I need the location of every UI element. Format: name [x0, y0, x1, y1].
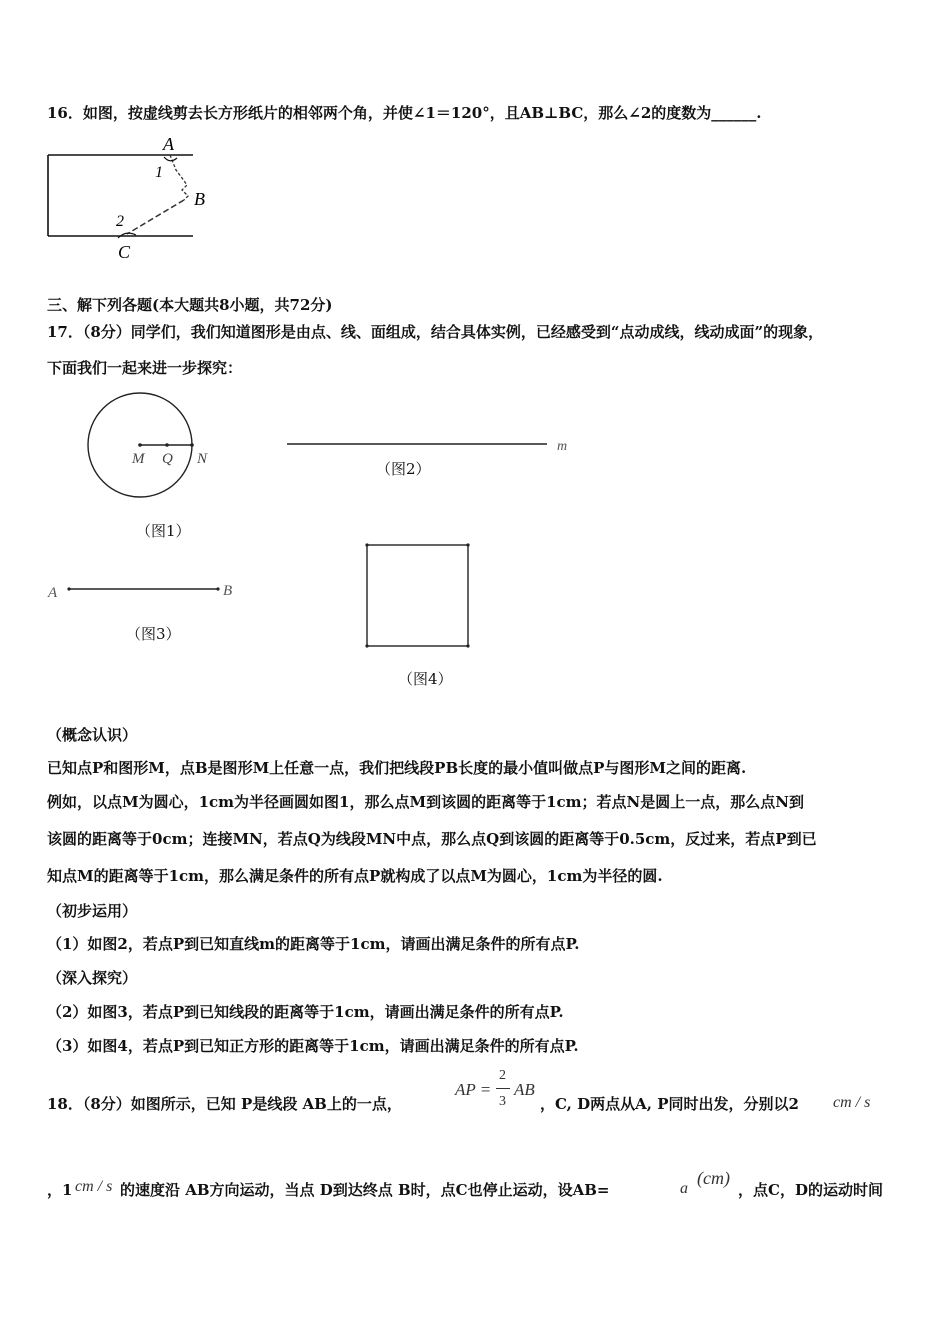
q16-figure [40, 130, 220, 265]
fig4-caption: （图4） [398, 670, 453, 688]
q18-formula-num: 2 [499, 1068, 506, 1083]
q18-var-a: a [680, 1180, 688, 1197]
fig1-label-m: M [132, 451, 145, 467]
fig2-label-m: m [557, 439, 568, 454]
q18-formula-den: 3 [499, 1094, 506, 1109]
q16-label-a: A [163, 134, 174, 154]
q18-unit3: (cm) [697, 1168, 730, 1188]
fig3-caption: （图3） [126, 625, 181, 643]
fig3-label-a: A [48, 585, 58, 601]
q16-label-c: C [118, 242, 131, 262]
fig4-square-figure [360, 538, 480, 653]
q18-part3: ，1 [47, 1181, 73, 1199]
q17-line1: 17．（8分）同学们，我们知道图形是由点、线、面组成，结合具体实例，已经感受到“点动成线，线动成面”的现象， [47, 323, 824, 341]
q17-line2: 下面我们一起来进一步探究： [47, 359, 243, 377]
fig3-segment-figure [45, 578, 245, 603]
fig2-line-figure [285, 435, 585, 455]
fig1-caption: （图1） [136, 522, 191, 540]
q18-part4: 的速度沿 AB方向运动，当点 D到达终点 B时，点C也停止运动，设AB= [120, 1181, 610, 1199]
q18-part5: ，点C，D的运动时间 [738, 1181, 883, 1199]
concept-p4: 知点M的距离等于1cm，那么满足条件的所有点P就构成了以点M为圆心，1cm为半径的圆. [47, 867, 663, 885]
concept-p2: 例如，以点M为圆心，1cm为半径画圆如图1，那么点M到该圆的距离等于1cm；若点N是圆上一点，那么点N到 [47, 793, 804, 811]
fig3-label-b: B [223, 583, 233, 599]
concept-p1: 已知点P和图形M，点B是图形M上任意一点，我们把线段PB长度的最小值叫做点P与图形M之间的距离. [47, 759, 747, 777]
fig2-caption: （图2） [376, 460, 431, 478]
q16-text: 16．如图，按虚线剪去长方形纸片的相邻两个角，并使∠1＝120°，且AB⊥BC，那么∠2的度数为______. [47, 104, 762, 122]
q16-label-2: 2 [116, 213, 124, 230]
explore-title: （深入探究） [47, 969, 138, 987]
sub-question-1: （1）如图2，若点P到已知直线m的距离等于1cm，请画出满足条件的所有点P. [47, 935, 580, 953]
q18-formula-rhs: AB [514, 1080, 535, 1099]
q18-fraction-bar [496, 1088, 510, 1089]
q16-label-1: 1 [155, 164, 163, 181]
fig1-label-q: Q [162, 451, 173, 467]
concept-p3: 该圆的距离等于0cm；连接MN，若点Q为线段MN中点，那么点Q到该圆的距离等于0.5cm，反过来，若点P到已 [47, 830, 817, 848]
fig1-circle-figure [85, 390, 225, 505]
q18-formula-lhs: AP = [455, 1080, 492, 1099]
q18-part1: 18．（8分）如图所示，已知 P是线段 AB上的一点， [47, 1095, 402, 1113]
fig1-label-n: N [197, 451, 208, 467]
concept-title: （概念认识） [47, 726, 138, 744]
q18-unit1: cm / s [833, 1094, 871, 1111]
sub-question-3: （3）如图4，若点P到已知正方形的距离等于1cm，请画出满足条件的所有点P. [47, 1037, 579, 1055]
section-heading: 三、解下列各题(本大题共8小题，共72分) [47, 296, 333, 314]
q16-label-b: B [194, 189, 205, 209]
apply-title: （初步运用） [47, 902, 138, 920]
q18-unit2: cm / s [75, 1178, 113, 1195]
sub-question-2: （2）如图3，若点P到已知线段的距离等于1cm，请画出满足条件的所有点P. [47, 1003, 564, 1021]
q18-part2: ，C, D两点从A, P同时出发，分别以2 [540, 1095, 799, 1113]
